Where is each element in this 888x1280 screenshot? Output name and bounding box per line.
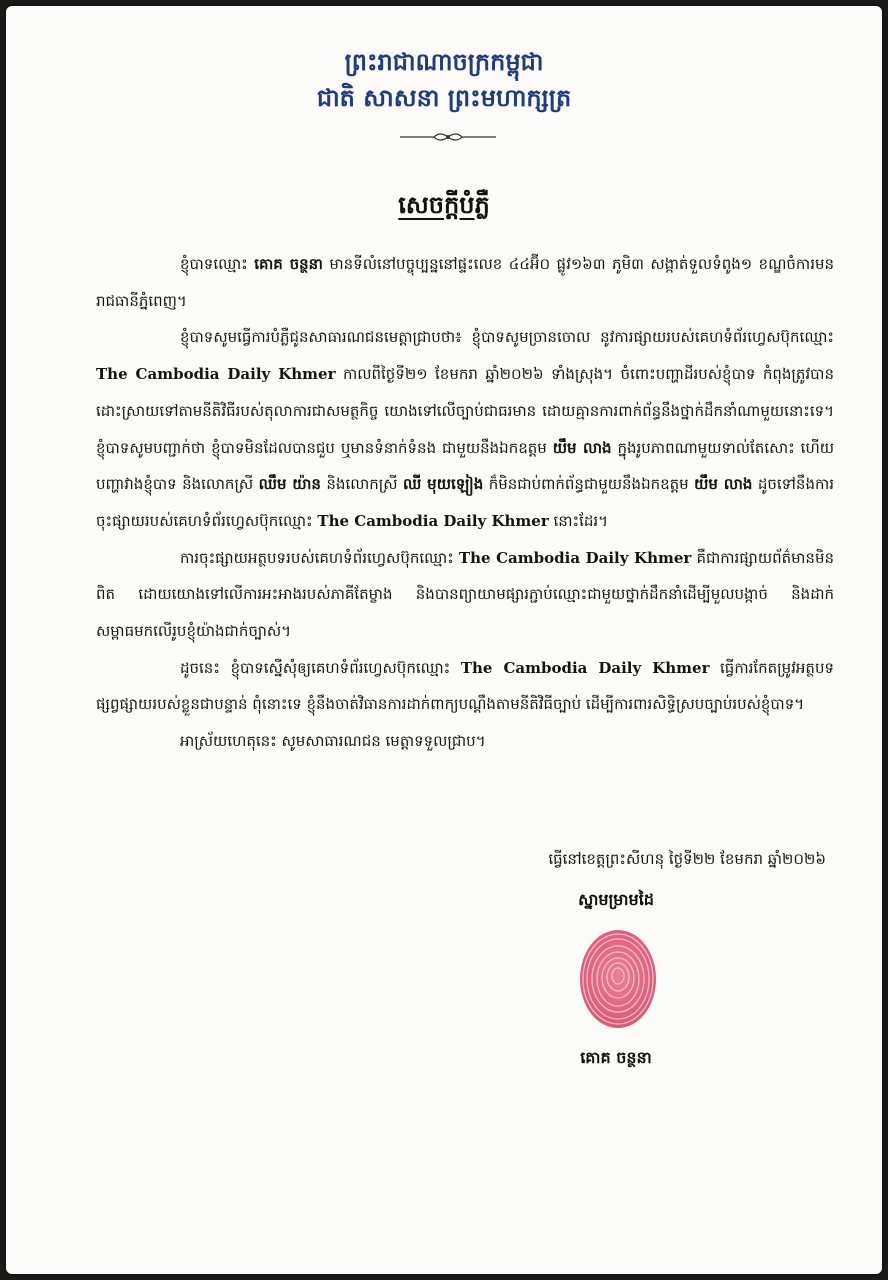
person-name: យឹម លាង: [552, 438, 612, 457]
outlet-name: The Cambodia Daily Khmer: [458, 548, 692, 567]
document-title: សេចក្តីបំភ្លឺ: [398, 190, 490, 219]
author-name: គោគ ចន្ថនា: [254, 255, 323, 273]
paragraph-closing: អាស្រ័យហេតុនេះ សូមសាធារណជន មេត្តាទទួលជ្រាប។: [180, 732, 486, 751]
thumbprint-icon: [578, 928, 658, 1030]
outlet-name: The Cambodia Daily Khmer: [460, 658, 710, 677]
paragraph-residence: ខ្ញុំបាទឈ្មោះ គោគ ចន្ថនា មានទីលំនៅបច្ចុប្បន្ននៅផ្ទះលេខ ៤៤អ៊ី០ ផ្លូវ១៦៣ ភូមិ៣ សង្កាត់ទួលទំពូង១ ខណ្ឌចំការមន រាជធានីភ្នំពេញ។: [96, 255, 834, 310]
national-motto: ជាតិ សាសនា ព្រះមហាក្សត្រ: [316, 83, 572, 112]
paragraph-request: ដូចនេះ ខ្ញុំបាទស្នើសុំឲ្យគេហទំព័រហ្វេសប៊ុកឈ្មោះ The Cambodia Daily Khmer ធ្វើការកែតម្រូវអត្ថបទផ្សព្វផ្សាយរបស់ខ្លួនជាបន្ទាន់ ពុំនោះទេ ខ្ញុំនឹងចាត់វិធានការដាក់ពាក្យបណ្តឹងតាមនីតិវិធីច្បាប់ ដើម្បីការពារសិទ្ធិស្របច្បាប់របស់ខ្ញុំបាទ។: [96, 658, 834, 714]
place-and-date: ធ្វើនៅខេត្តព្រះសីហនុ ថ្ងៃទី២២ ខែមករា ឆ្នាំ២០២៦: [548, 850, 826, 868]
kingdom-heading: ព្រះរាជាណាចក្រកម្ពុជា: [344, 47, 544, 76]
ornament-divider-icon: [400, 130, 496, 144]
person-name: យឹម លាង: [694, 475, 753, 494]
outlet-name: The Cambodia Daily Khmer: [96, 365, 336, 384]
statement-body: [96, 246, 834, 760]
signer-name: គោគ ចន្ថនា: [580, 1048, 652, 1067]
paragraph-rejection: ខ្ញុំបាទសូមធ្វើការបំភ្លឺជូនសាធារណជនមេត្តាជ្រាបថា៖ ខ្ញុំបាទសូមច្រានចោល នូវការផ្សាយរបស់គេហទំព័រហ្វេសប៊ុកឈ្មោះ The Cambodia Daily Khmer កាលពីថ្ងៃទី២១ ខែមករា ឆ្នាំ២០២៦ ទាំងស្រុង។ ចំពោះបញ្ហាដីរបស់ខ្ញុំបាទ កំពុងត្រូវបានដោះស្រាយទៅតាមនីតិវិធីរបស់តុលាការជាសមត្ថកិច្ច យោងទៅលើច្បាប់ជាធរមាន ដោយគ្មានការពាក់ព័ន្ធនឹងថ្នាក់ដឹកនាំណាមួយនោះទេ។ ខ្ញុំបាទសូមបញ្ជាក់ថា ខ្ញុំបាទមិនដែលបានជួប ឬមានទំនាក់ទំនង ជាមួយនឹងឯកឧត្តម យឹម លាង ក្នុងរូបភាពណាមួយទាល់តែសោះ ហើយបញ្ហាវាងខ្ញុំបាទ និងលោកស្រី ឈឹម យ៉ាន និងលោកស្រី ឈី មុយឡៀង ក៏មិនជាប់ពាក់ព័ន្ធជាមួយនឹងឯកឧត្តម យឹម លាង ដូចទៅនឹងការចុះផ្សាយរបស់គេហទំព័រហ្វេសប៊ុកឈ្មោះ The Cambodia Daily Khmer នោះដែរ។: [96, 328, 835, 530]
document-page: [6, 6, 882, 1274]
outlet-name: The Cambodia Daily Khmer: [317, 511, 549, 530]
person-name: ឈឹម យ៉ាន: [258, 475, 321, 494]
thumbprint-label: ស្នាមម្រាមដៃ: [578, 890, 654, 909]
paragraph-false-news: ការចុះផ្សាយអត្ថបទរបស់គេហទំព័រហ្វេសប៊ុកឈ្មោះ The Cambodia Daily Khmer គឺជាការផ្សាយព័ត៌មានមិនពិត ដោយយោងទៅលើការអះអាងរបស់ភាគីតែម្ខាង និងបានព្យាយាមផ្សារភ្ជាប់ឈ្មោះជាមួយថ្នាក់ដឹកនាំដើម្បីមួលបង្កាច់ និងដាក់សម្ពាធមកលើរូបខ្ញុំយ៉ាងជាក់ច្បាស់។: [96, 548, 834, 641]
person-name: ឈី មុយឡៀង: [402, 475, 484, 494]
